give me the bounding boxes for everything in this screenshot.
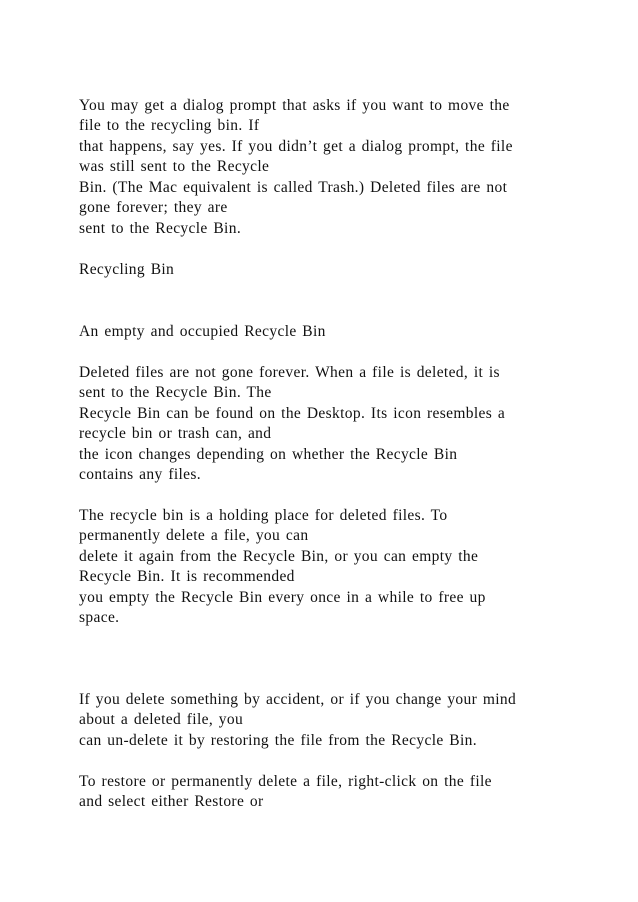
text-line: the icon changes depending on whether the Recycle Bin bbox=[79, 446, 458, 463]
text-line: gone forever; they are bbox=[79, 199, 228, 216]
text-line: you empty the Recycle Bin every once in a while to free up bbox=[79, 589, 486, 606]
text-line: You may get a dialog prompt that asks if you want to move the bbox=[79, 97, 510, 114]
text-line: If you delete something by accident, or if you change your mind bbox=[79, 691, 517, 708]
text-line: Recycle Bin. It is recommended bbox=[79, 568, 295, 585]
text-line: and select either Restore or bbox=[79, 793, 264, 810]
text-line: space. bbox=[79, 609, 120, 626]
text-line: sent to the Recycle Bin. bbox=[79, 220, 242, 237]
text-line: Bin. (The Mac equivalent is called Trash.) Deleted files are not bbox=[79, 179, 508, 196]
text-line: contains any files. bbox=[79, 466, 201, 483]
text-line: delete it again from the Recycle Bin, or you can empty the bbox=[79, 548, 479, 565]
text-line: The recycle bin is a holding place for deleted files. To bbox=[79, 507, 448, 524]
text-line: about a deleted file, you bbox=[79, 711, 244, 728]
text-line: file to the recycling bin. If bbox=[79, 117, 260, 134]
text-line: Recycle Bin can be found on the Desktop. Its icon resembles a bbox=[79, 405, 506, 422]
text-line: can un-delete it by restoring the file from the Recycle Bin. bbox=[79, 732, 477, 749]
text-line: was still sent to the Recycle bbox=[79, 158, 270, 175]
image-caption: An empty and occupied Recycle Bin bbox=[79, 323, 326, 340]
text-line: that happens, say yes. If you didn’t get a dialog prompt, the file bbox=[79, 138, 513, 155]
text-line: recycle bin or trash can, and bbox=[79, 425, 272, 442]
text-line: To restore or permanently delete a file, right-click on the file bbox=[79, 773, 492, 790]
text-line: Deleted files are not gone forever. When a file is deleted, it is bbox=[79, 364, 500, 381]
text-line: permanently delete a file, you can bbox=[79, 527, 309, 544]
section-heading: Recycling Bin bbox=[79, 261, 175, 278]
text-line: sent to the Recycle Bin. The bbox=[79, 384, 272, 401]
